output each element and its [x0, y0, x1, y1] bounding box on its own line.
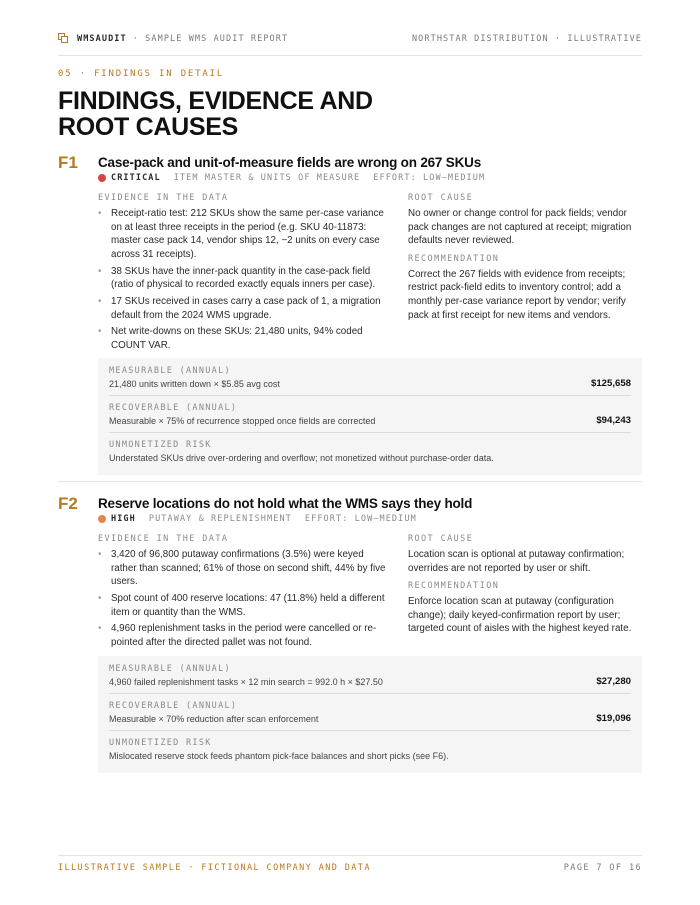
finding-title: Reserve locations do not hold what the WMS says they hold [98, 496, 473, 511]
bullet-icon: • [98, 326, 102, 338]
measurable-label: MEASURABLE (ANNUAL) [109, 664, 231, 674]
evidence-item: • 38 SKUs have the inner-pack quantity in the case-pack field (ratio of physical to recorded exactly equals inners per case). [98, 265, 376, 291]
bullet-icon: • [98, 208, 102, 219]
recoverable-amount: $94,243 [596, 415, 631, 426]
measurable-row [109, 366, 631, 396]
recoverable-amount: $19,096 [596, 713, 631, 724]
measurable-desc: 21,480 units written down × $5.85 avg cost [109, 379, 280, 389]
measurable-amount: $125,658 [590, 378, 631, 389]
evidence-label: EVIDENCE IN THE DATA [98, 193, 229, 203]
evidence-item: • 17 SKUs received in cases carry a case pack of 1, a migration default from the 2024 WMS upgrade. [98, 295, 381, 321]
recoverable-desc: Measurable × 70% reduction after scan enforcement [109, 714, 319, 724]
finding-effort: EFFORT: LOW–MEDIUM [304, 514, 417, 524]
bullet-icon: • [98, 623, 102, 635]
recoverable-row [109, 701, 631, 731]
severity-label: CRITICAL [111, 173, 161, 183]
header-subtitle: · SAMPLE WMS AUDIT REPORT [132, 34, 289, 44]
evidence-column [98, 193, 388, 356]
logo-icon [58, 33, 69, 43]
root-cause-label: ROOT CAUSE [408, 534, 474, 544]
finding-divider [58, 481, 642, 482]
severity-dot-icon [98, 515, 106, 523]
recoverable-row [109, 403, 631, 433]
recommendation-text: Enforce location scan at putaway (configuration change); daily keyed-confirmation report by user; targeted count of aisles with the highest keyed rate. [408, 596, 632, 635]
finding-title: Case-pack and unit-of-measure fields are wrong on 267 SKUs [98, 155, 482, 170]
unmonetized-desc: Understated SKUs drive over-ordering and overflow; not monetized without purchase-order data. [109, 453, 494, 463]
bullet-icon: • [98, 549, 102, 560]
bullet-icon: • [98, 265, 102, 277]
root-cause-label: ROOT CAUSE [408, 193, 474, 203]
bullet-icon: • [98, 592, 102, 604]
unmonetized-label: UNMONETIZED RISK [109, 440, 212, 450]
evidence-item: • Spot count of 400 reserve locations: 47 (11.8%) held a different item or quantity than the WMS. [98, 592, 385, 618]
financial-impact-box [98, 656, 642, 773]
evidence-column [98, 534, 388, 653]
header-brand-group [58, 34, 288, 44]
root-cause-text: No owner or change control for pack fields; vendor pack changes are not captured at receipt; migration defaults never reviewed. [408, 208, 632, 247]
finding-id: F2 [58, 494, 78, 513]
measurable-amount: $27,280 [596, 676, 631, 687]
measurable-row [109, 664, 631, 694]
footer-disclaimer: ILLUSTRATIVE SAMPLE · FICTIONAL COMPANY AND DATA [58, 863, 371, 873]
unmonetized-row [109, 440, 631, 469]
finding-area: PUTAWAY & REPLENISHMENT [148, 514, 292, 524]
recommendation-label: RECOMMENDATION [408, 581, 500, 592]
measurable-label: MEASURABLE (ANNUAL) [109, 366, 231, 376]
evidence-list [98, 207, 388, 353]
recoverable-label: RECOVERABLE (ANNUAL) [109, 403, 238, 413]
analysis-column [408, 534, 642, 636]
evidence-item: • Net write-downs on these SKUs: 21,480 units, 94% coded COUNT VAR. [98, 326, 363, 351]
brand-name: WMSAUDIT [77, 34, 127, 44]
severity-dot-icon [98, 174, 106, 182]
recoverable-desc: Measurable × 75% of recurrence stopped once fields are corrected [109, 416, 376, 426]
evidence-list [98, 548, 388, 650]
page-title: FINDINGS, EVIDENCE AND ROOT CAUSES [58, 87, 373, 141]
recommendation-label: RECOMMENDATION [408, 253, 500, 264]
finding-id: F1 [58, 153, 78, 172]
finding-meta [98, 173, 485, 183]
recommendation-text: Correct the 267 fields with evidence from receipts; restrict pack-field edits to inventory control; add a monthly per-case variance report by vendor; verify pack at first receipt for new items and vendors. [408, 268, 626, 321]
page-footer [58, 855, 642, 873]
recoverable-label: RECOVERABLE (ANNUAL) [109, 701, 238, 711]
page-header [58, 34, 642, 56]
evidence-item: • 3,420 of 96,800 putaway confirmations (3.5%) were keyed rather than scanned; 61% of those on second shift, 44% by five users. [98, 549, 386, 588]
root-cause-text: Location scan is optional at putaway confirmation; overrides are not reported by user or shift. [408, 549, 625, 574]
finding-effort: EFFORT: LOW–MEDIUM [373, 173, 486, 183]
unmonetized-label: UNMONETIZED RISK [109, 738, 212, 748]
evidence-item: • 4,960 replenishment tasks in the period were cancelled or re-pointed after the directed pallet was not found. [98, 623, 377, 648]
evidence-label: EVIDENCE IN THE DATA [98, 534, 229, 544]
finding-area: ITEM MASTER & UNITS OF MEASURE [173, 173, 361, 183]
bullet-icon: • [98, 295, 102, 307]
page-number: PAGE 7 OF 16 [563, 863, 642, 873]
unmonetized-desc: Mislocated reserve stock feeds phantom pick-face balances and short picks (see F6). [109, 751, 449, 761]
measurable-desc: 4,960 failed replenishment tasks × 12 min search = 992.0 h × $27.50 [109, 677, 383, 687]
finding-meta [98, 514, 417, 524]
analysis-column [408, 193, 642, 322]
severity-label: HIGH [111, 514, 136, 524]
header-client: NORTHSTAR DISTRIBUTION · ILLUSTRATIVE [411, 34, 642, 44]
unmonetized-row [109, 738, 631, 767]
financial-impact-box [98, 358, 642, 475]
evidence-item: • Receipt-ratio test: 212 SKUs show the same per-case variance on at least three receipts in the period (e.g. SKU 40-11873: master case pack 14, vendor ships 12, −2 units on every case across 31 receipts). [98, 208, 384, 260]
section-label: 05 · FINDINGS IN DETAIL [58, 69, 225, 79]
